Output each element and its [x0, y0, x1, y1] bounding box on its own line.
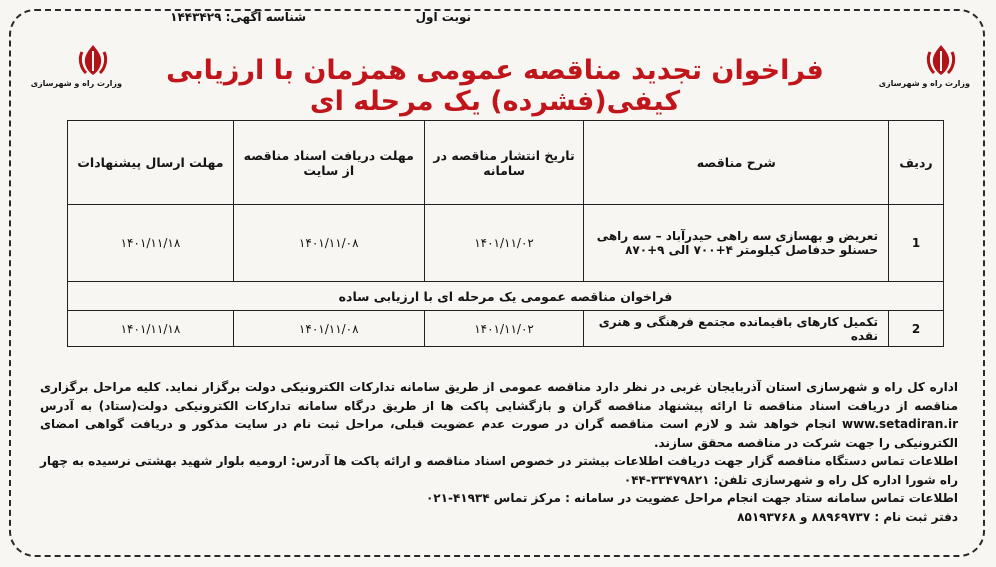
ad-body: [40, 378, 958, 526]
row-description: تعریض و بهسازی سه راهی حیدرآباد – سه راهی حسنلو حدفاصل کیلومتر ۴+۷۰۰ الی ۹+۸۷۰: [584, 205, 889, 282]
header-publish-date: تاریخ انتشار مناقصه در سامانه: [424, 121, 584, 205]
tender-table: [67, 120, 944, 347]
table-header-row: [68, 121, 944, 205]
iran-emblem-icon: [76, 42, 110, 78]
iran-emblem-icon: [924, 42, 958, 78]
row-number: 2: [889, 311, 944, 347]
row-description: تکمیل کارهای باقیمانده مجتمع فرهنگی و هنری نقده: [584, 311, 889, 347]
emblem-caption: وزارت راه و شهرسازی: [30, 79, 122, 88]
table-subheading: فراخوان مناقصه عمومی یک مرحله ای با ارزیابی ساده: [68, 282, 944, 311]
row-publish-date: ۱۴۰۱/۱۱/۰۲: [424, 311, 584, 347]
ad-title: فراخوان تجدید مناقصه عمومی همزمان با ارزیابی کیفی(فشرده) یک مرحله ای: [166, 55, 824, 117]
header-receive-deadline: مهلت دریافت اسناد مناقصه از سایت: [233, 121, 424, 205]
emblem-caption: وزارت راه و شهرسازی: [878, 79, 970, 88]
contact-setad: اطلاعات تماس سامانه ستاد جهت انجام مراحل عضویت در سامانه : مرکز تماس ۴۱۹۳۴-۰۲۱: [425, 491, 958, 505]
header-description: شرح مناقصه: [584, 121, 889, 205]
ad-id: شناسه آگهی: ۱۴۴۳۴۲۹: [170, 10, 306, 24]
round-label: نوبت اول: [415, 10, 471, 24]
row-number: 1: [889, 205, 944, 282]
table-row: [68, 205, 944, 282]
row-submit-deadline: ۱۴۰۱/۱۱/۱۸: [68, 311, 234, 347]
table-subheading-row: [68, 282, 944, 311]
row-submit-deadline: ۱۴۰۱/۱۱/۱۸: [68, 205, 234, 282]
header-row-no: ردیف: [889, 121, 944, 205]
body-paragraph: اداره کل راه و شهرسازی استان آذربایجان غربی در نظر دارد مناقصه عمومی از طریق سامانه تدارکات الکترونیکی دولت برگزار نماید. کلیه مراحل برگزاری مناقصه از دریافت اسناد مناقصه تا ارائه پیشنهاد مناقصه گران و بازگشایی پاکت ها از طریق درگاه سامانه تدارکات الکترونیکی دولت(ستاد) به آدرس www.setadiran.ir انجام خواهد شد و لازم است مناقصه گران در صورت عدم عضویت قبلی، مراحل ثبت نام در سایت مذکور و دریافت گواهی امضای الکترونیکی را جهت شرکت در مناقصه محقق سازند.: [40, 380, 958, 450]
row-receive-deadline: ۱۴۰۱/۱۱/۰۸: [233, 205, 424, 282]
header-submit-deadline: مهلت ارسال پیشنهادات: [68, 121, 234, 205]
row-receive-deadline: ۱۴۰۱/۱۱/۰۸: [233, 311, 424, 347]
emblem-right: [878, 42, 970, 102]
contact-organization: اطلاعات تماس دستگاه مناقصه گزار جهت دریافت اطلاعات بیشتر در خصوص اسناد مناقصه و ارائه پاکت ها آدرس: ارومیه بلوار شهید بهشتی نرسیده به چهار راه شورا اداره کل راه و شهرسازی تلفن: ۳۳۴۷۹۸۲۱-۰۴۴: [40, 454, 958, 487]
contact-registration: دفتر ثبت نام : ۸۸۹۶۹۷۳۷ و ۸۵۱۹۳۷۶۸: [737, 509, 958, 524]
emblem-left: [30, 42, 122, 102]
table-row: [68, 311, 944, 347]
row-publish-date: ۱۴۰۱/۱۱/۰۲: [424, 205, 584, 282]
